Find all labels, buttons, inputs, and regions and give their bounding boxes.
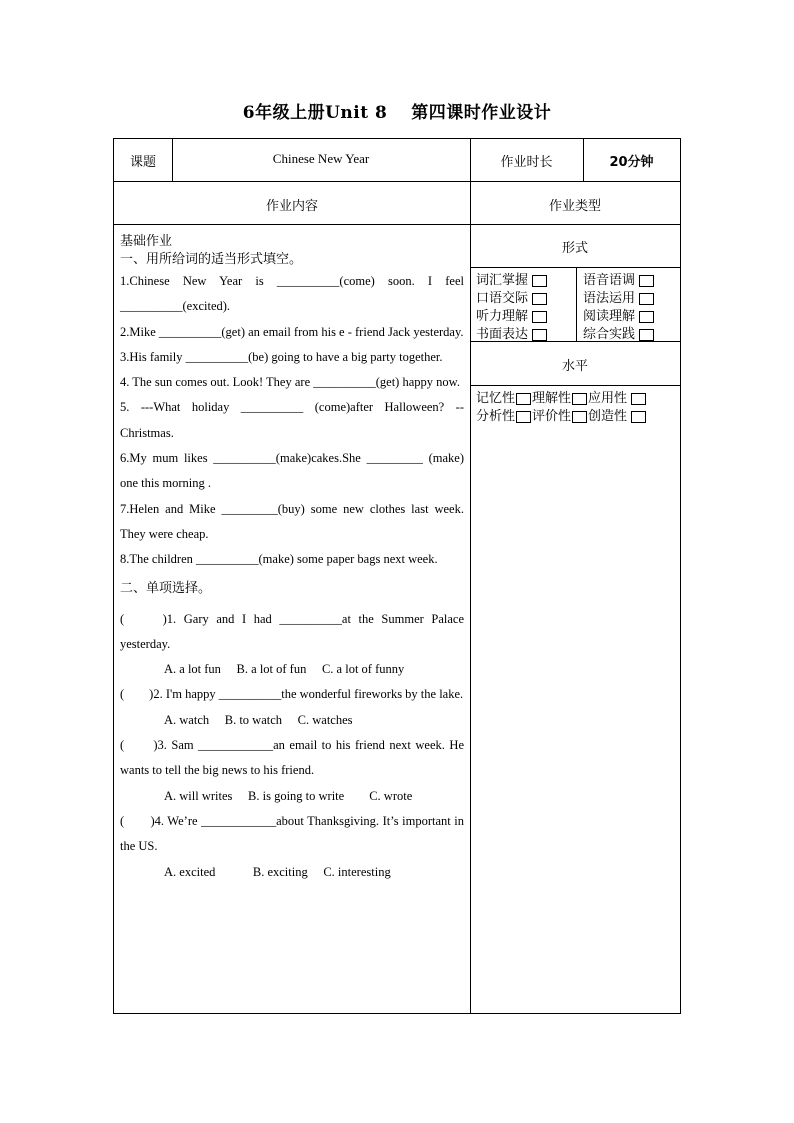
col-divider [470,139,471,1013]
section-1-heading: 一、用所给词的适当形式填空。 [120,252,303,267]
fill-question: 8.The children __________(make) some paper bags next week. [120,552,438,567]
form-option: 书面表达 [476,323,547,342]
fill-question: 1.Chinese New Year is __________(come) soon. I feel __________(excited). [120,274,464,314]
checkbox[interactable] [572,393,587,405]
choice-question: ( )3. Sam ____________an email to his friend next week. He wants to tell the big news to his friend. [120,738,464,778]
checkbox[interactable] [516,411,531,423]
topic-value: Chinese New Year [272,151,370,166]
form-option: 词汇掌握 [476,269,547,288]
checkbox[interactable] [532,293,547,305]
form-option: 阅读理解 [583,305,654,324]
form-option: 口语交际 [476,287,547,306]
form-option: 语法运用 [583,287,654,306]
fill-question: 7.Helen and Mike _________(buy) some new clothes last week. They were cheap. [120,501,464,541]
basic-heading: 基础作业 [120,234,173,249]
checkbox[interactable] [639,275,654,287]
level-options-row: 记忆性 理解性 应用性 [476,387,646,406]
row-divider [471,385,680,386]
level-options-row: 分析性 评价性 创造性 [476,405,646,424]
topic-label: 课题 [129,155,156,170]
choice-question: ( )2. I'm happy __________the wonderful fireworks by the lake. [120,687,464,702]
checkbox[interactable] [572,411,587,423]
col-divider [576,268,577,341]
level-label: 水平 [561,359,588,374]
form-option: 语音语调 [583,269,654,288]
fill-question: 5. ---What holiday __________ (come)after Halloween? -- Christmas. [120,400,464,440]
choice-options: A. excited B. exciting C. interesting [164,864,391,879]
form-option: 听力理解 [476,305,547,324]
homework-table [113,138,681,1014]
checkbox[interactable] [532,329,547,341]
duration-label: 作业时长 [500,155,553,170]
content-label: 作业内容 [265,199,318,214]
form-label: 形式 [561,241,588,256]
choice-question: ( )1. Gary and I had __________at the Summer Palace yesterday. [120,611,464,651]
type-label: 作业类型 [548,199,601,214]
checkbox[interactable] [532,275,547,287]
checkbox[interactable] [639,293,654,305]
choice-options: A. will writes B. is going to write C. wrote [164,788,413,803]
checkbox[interactable] [639,329,654,341]
choice-question: ( )4. We’re ____________about Thanksgiving. It’s important in the US. [120,813,464,854]
fill-question: 2.Mike __________(get) an email from his e - friend Jack yesterday. [120,324,464,339]
fill-question: 4. The sun comes out. Look! They are __________(get) happy now. [120,375,460,390]
choice-options: A. watch B. to watch C. watches [164,712,353,727]
row-divider [114,224,680,225]
fill-question: 3.His family __________(be) going to have a big party together. [120,349,443,364]
row-divider [114,181,680,182]
fill-question: 6.My mum likes __________(make)cakes.She _________ (make) one this morning . [120,451,464,491]
checkbox[interactable] [631,393,646,405]
homework-content [120,233,464,885]
page-title: 6年级上册Unit 8 第四课时作业设计 [242,103,552,123]
checkbox[interactable] [631,411,646,423]
checkbox[interactable] [532,311,547,323]
checkbox[interactable] [516,393,531,405]
checkbox[interactable] [639,311,654,323]
form-option: 综合实践 [583,323,654,342]
section-2-heading: 二、单项选择。 [120,580,212,596]
duration-value: 20分钟 [609,155,654,170]
choice-options: A. a lot fun B. a lot of fun C. a lot of funny [164,662,405,677]
